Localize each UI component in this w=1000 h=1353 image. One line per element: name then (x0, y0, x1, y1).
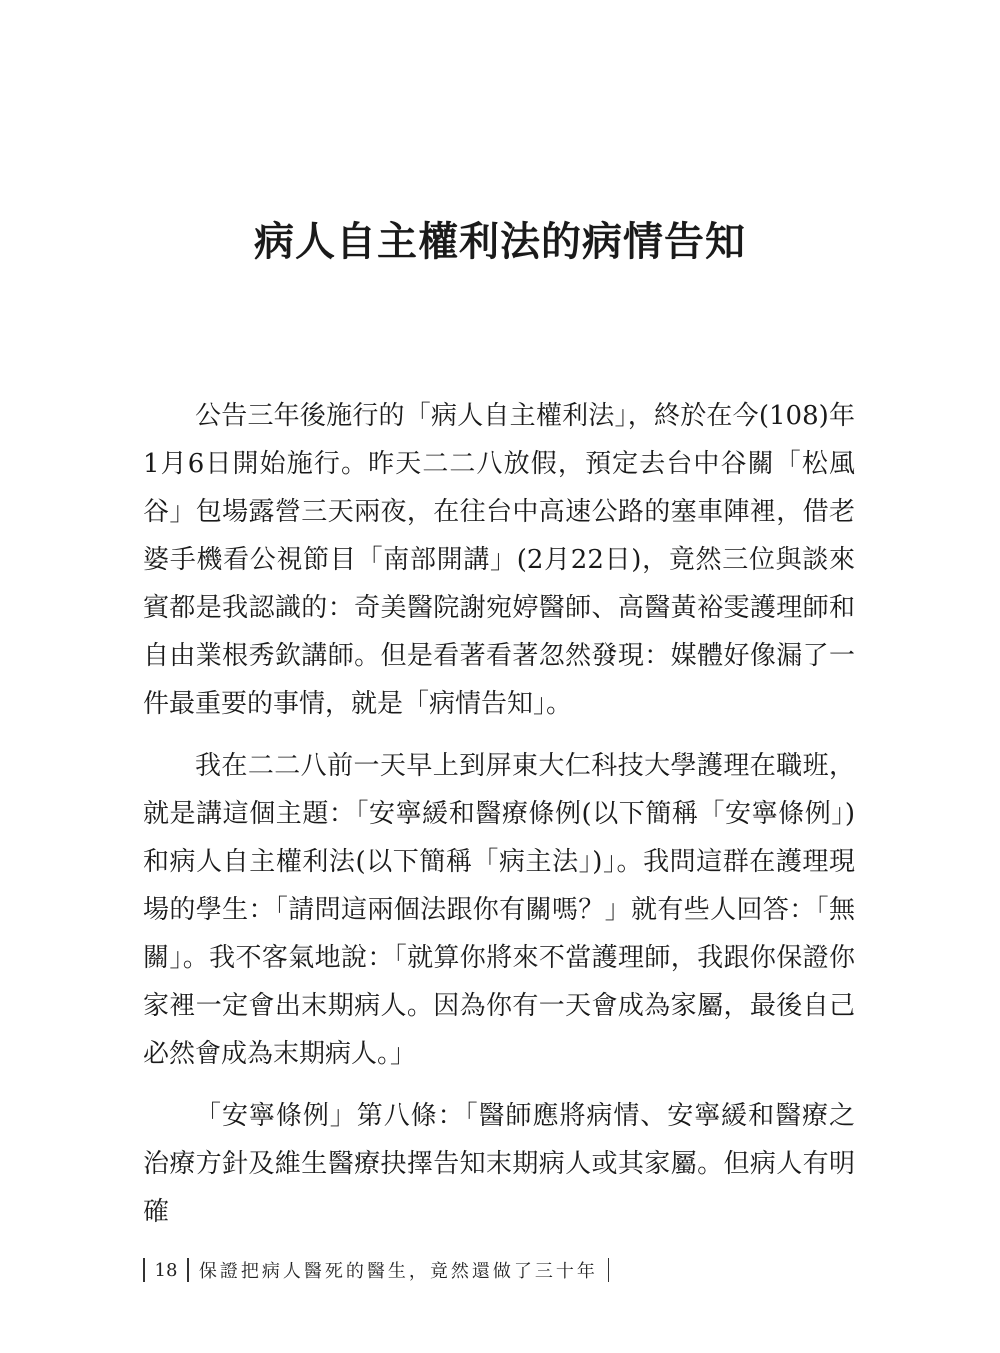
book-title: 保證把病人醫死的醫生，竟然還做了三十年 (198, 1261, 598, 1282)
page-footer (143, 1255, 609, 1285)
chapter-body (143, 392, 855, 1250)
paragraph: 公告三年後施行的「病人自主權利法」，終於在今(108)年1月6日開始施行。昨天二二八放假，預定去台中谷關「松風谷」包場露營三天兩夜，在往台中高速公路的塞車陣裡，借老婆手機看公視節目「南部開講」(2月22日)，竟然三位與談來賓都是我認識的：奇美醫院謝宛婷醫師、高醫黃裕雯護理師和自由業根秀欽講師。但是看著看著忽然發現：媒體好像漏了一件最重要的事情，就是「病情告知」。 (143, 401, 855, 719)
paragraph: 我在二二八前一天早上到屏東大仁科技大學護理在職班，就是講這個主題：「安寧緩和醫療條例(以下簡稱「安寧條例」)和病人自主權利法(以下簡稱「病主法」)」。我問這群在護理現場的學生：「請問這兩個法跟你有關嗎？」就有些人回答：「無關」。我不客氣地說：「就算你將來不當護理師，我跟你保證你家裡一定會出末期病人。因為你有一天會成為家屬，最後自己必然會成為末期病人。」 (143, 751, 855, 1069)
chapter-title: 病人自主權利法的病情告知 (254, 219, 746, 265)
footer-divider (608, 1258, 610, 1282)
paragraph: 「安寧條例」第八條：「醫師應將病情、安寧緩和醫療之治療方針及維生醫療抉擇告知末期病人或其家屬。但病人有明確 (143, 1101, 855, 1227)
page-number: 18 (154, 1259, 178, 1281)
